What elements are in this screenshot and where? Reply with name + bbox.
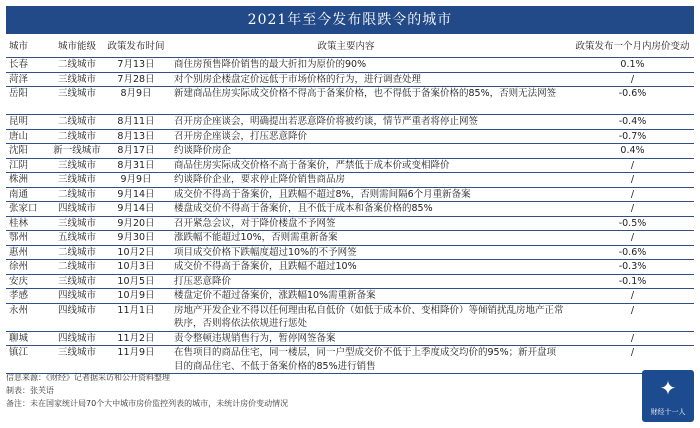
- cell-level: 三线城市: [57, 159, 96, 171]
- cell-content: 房地产开发企业不得以任何理由私自低价（如低于成本价、变相降价）等倾销扰乱房地产正常秩序，否则将依法依规进行惩处: [174, 304, 564, 329]
- footer: [6, 371, 606, 410]
- cell-content: 商品住房实际成交价格不高于备案价，严禁低于成本价或变相降价: [174, 159, 450, 171]
- cell-date: 10月3日: [117, 261, 155, 272]
- cell-change: /: [630, 232, 635, 243]
- cell-level: 二线城市: [57, 188, 96, 200]
- cell-city: 江阴: [9, 159, 29, 171]
- footer-note: 备注：未在国家统计局70个大中城市房价监控列表的城市，未统计房价变动情况: [6, 399, 289, 408]
- cell-content: 在售项目的商品住宅，同一楼层，同一户型成交价不低于上季度成交均价的95%；新开盘项目的商品住宅、不低于备案价格的85%进行销售: [174, 347, 557, 372]
- cell-date: 11月2日: [117, 332, 155, 344]
- cell-date: 9月9日: [120, 174, 152, 185]
- footer-source: 信息来源：《财经》记者据采访和公开资料整理: [6, 373, 170, 382]
- table-row: [6, 304, 694, 332]
- cell-content: 成交价不得高于备案价，且跌幅不超过8%，否则需间隔6个月重新备案: [174, 188, 471, 200]
- table-row: [6, 260, 694, 275]
- cell-date: 9月14日: [117, 203, 155, 214]
- table-row: [6, 332, 694, 347]
- table-row: [6, 246, 694, 261]
- cell-date: 9月14日: [117, 188, 155, 200]
- cell-change: -0.6%: [618, 88, 647, 99]
- cell-level: 二线城市: [57, 59, 96, 70]
- footer-author: 制表：张芙语: [6, 386, 54, 395]
- cell-city: 永州: [9, 304, 29, 316]
- cell-date: 7月28日: [117, 73, 155, 85]
- cell-content: 责令整顿违规销售行为，暂停网签备案: [174, 332, 336, 344]
- cell-level: 二线城市: [57, 261, 96, 272]
- table-row: [6, 115, 694, 130]
- cell-level: 三线城市: [57, 73, 96, 85]
- cell-city: 孝感: [9, 290, 29, 301]
- cell-city: 长春: [9, 59, 29, 70]
- cell-level: 二线城市: [57, 246, 96, 258]
- cell-change: -0.1%: [618, 275, 647, 287]
- cell-change: /: [630, 188, 635, 200]
- cell-level: 二线城市: [57, 116, 96, 127]
- table-row: [6, 144, 694, 159]
- table-row: [6, 346, 694, 374]
- cell-change: 0.1%: [620, 59, 645, 70]
- globe-icon: ✦: [659, 376, 677, 400]
- table-row: [6, 58, 694, 73]
- cell-date: 7月13日: [117, 59, 155, 70]
- header-content: 政策主要内容: [317, 41, 375, 52]
- header-change: 政策发布一个月内房价变动: [575, 41, 690, 52]
- cell-city: 沈阳: [9, 145, 29, 156]
- cell-level: 四线城市: [57, 290, 96, 301]
- cell-city: 惠州: [9, 246, 29, 258]
- cell-change: /: [630, 332, 635, 344]
- cell-level: 三线城市: [57, 217, 96, 229]
- cell-change: /: [630, 290, 635, 301]
- cell-date: 10月2日: [117, 246, 155, 258]
- cell-content: 楼盘定价不超过备案价，涨跌幅10%需重新备案: [174, 290, 376, 301]
- table-title: 2021年至今发布限跌令的城市: [6, 6, 694, 34]
- cell-city: 桂林: [9, 217, 29, 229]
- cell-city: 聊城: [9, 332, 29, 344]
- cell-change: /: [630, 203, 635, 214]
- cell-city: 岳阳: [9, 88, 29, 99]
- table-row: [6, 130, 694, 145]
- cell-date: 9月30日: [117, 232, 155, 243]
- table-header: [6, 37, 694, 58]
- cell-content: 对个别房企楼盘定价远低于市场价格的行为，进行调查处理: [174, 73, 422, 85]
- cell-content: 约谈降价房企: [174, 145, 232, 156]
- brand-logo: [642, 370, 694, 422]
- cell-content: 商住房预售降价销售的最大折扣为原价的90%: [174, 59, 367, 70]
- cell-city: 唐山: [9, 130, 29, 142]
- cell-level: 四线城市: [57, 203, 96, 214]
- table-row: [6, 73, 694, 88]
- cell-city: 徐州: [9, 261, 29, 272]
- table-row: [6, 159, 694, 174]
- cell-change: /: [630, 159, 635, 171]
- header-date: 政策发布时间: [107, 41, 165, 52]
- cell-city: 株洲: [9, 174, 29, 185]
- cell-date: 10月5日: [117, 275, 155, 287]
- cell-date: 8月31日: [117, 159, 155, 171]
- cell-change: -0.4%: [618, 116, 647, 127]
- table-row: [6, 289, 694, 304]
- cell-city: 南通: [9, 188, 29, 200]
- brand-logo-text: 财经十一人: [650, 408, 686, 416]
- cell-level: 五线城市: [57, 232, 96, 243]
- table-row: [6, 275, 694, 290]
- cell-city: 安庆: [9, 275, 29, 287]
- cell-content: 成交价不得高于备案价，且跌幅不超过10%: [174, 261, 357, 272]
- cell-content: 召开房企座谈会，打压恶意降价: [174, 130, 308, 142]
- cell-change: 0.4%: [620, 145, 645, 156]
- table-row: [6, 217, 694, 232]
- cell-city: 鄂州: [9, 232, 29, 243]
- cell-change: /: [630, 73, 635, 85]
- table-row: [6, 188, 694, 203]
- cell-date: 9月20日: [117, 217, 155, 229]
- cell-level: 三线城市: [57, 275, 96, 287]
- cell-date: 10月9日: [117, 290, 155, 301]
- cell-level: 新一线城市: [53, 145, 101, 156]
- cell-date: 8月9日: [120, 88, 152, 99]
- cell-change: /: [630, 174, 635, 185]
- cell-change: -0.6%: [618, 246, 647, 258]
- cell-date: 11月1日: [117, 304, 155, 316]
- cell-content: 项目成交价格下跌幅度超过10%的不予网签: [174, 246, 357, 258]
- cell-date: 8月11日: [117, 116, 155, 127]
- table-body: [6, 58, 694, 374]
- cell-level: 三线城市: [57, 174, 96, 185]
- policy-table: [6, 37, 694, 374]
- cell-content: 涨跌幅不能超过10%，否则需重新备案: [174, 232, 338, 243]
- header-level: 城市能级: [57, 41, 96, 52]
- cell-level: 二线城市: [57, 130, 96, 142]
- cell-date: 8月17日: [117, 145, 155, 156]
- cell-change: /: [630, 347, 635, 358]
- cell-change: /: [630, 304, 635, 316]
- cell-city: 菏泽: [9, 73, 29, 85]
- header-city: 城市: [9, 41, 29, 52]
- table-row: [6, 231, 694, 246]
- cell-content: 召开房企座谈会，明确提出若恶意降价将被约谈，情节严重者将停止网签: [174, 116, 479, 127]
- table-row: [6, 87, 694, 115]
- cell-city: 昆明: [9, 116, 29, 127]
- table-row: [6, 173, 694, 188]
- cell-change: -0.5%: [618, 217, 647, 229]
- cell-content: 新建商品住房实际成交价格不得高于备案价格，也不得低于备案价格的85%，否则无法网签: [174, 88, 557, 99]
- cell-content: 约谈降价企业，要求停止降价销售商品房: [174, 174, 346, 185]
- cell-change: -0.7%: [618, 130, 647, 142]
- cell-content: 召开紧急会议，对于降价楼盘不予网签: [174, 217, 336, 229]
- cell-city: 张家口: [9, 203, 38, 214]
- cell-date: 8月13日: [117, 130, 155, 142]
- cell-content: 打压恶意降价: [174, 275, 232, 287]
- cell-content: 楼盘成交价不得高于备案价，且不低于成本和备案价格的85%: [174, 203, 433, 214]
- cell-level: 三线城市: [57, 347, 96, 358]
- cell-level: 四线城市: [57, 332, 96, 344]
- cell-change: -0.3%: [618, 261, 647, 272]
- cell-city: 镇江: [9, 347, 29, 358]
- table-row: [6, 202, 694, 217]
- cell-level: 四线城市: [57, 304, 96, 316]
- cell-date: 11月9日: [117, 347, 155, 358]
- cell-level: 三线城市: [57, 88, 96, 99]
